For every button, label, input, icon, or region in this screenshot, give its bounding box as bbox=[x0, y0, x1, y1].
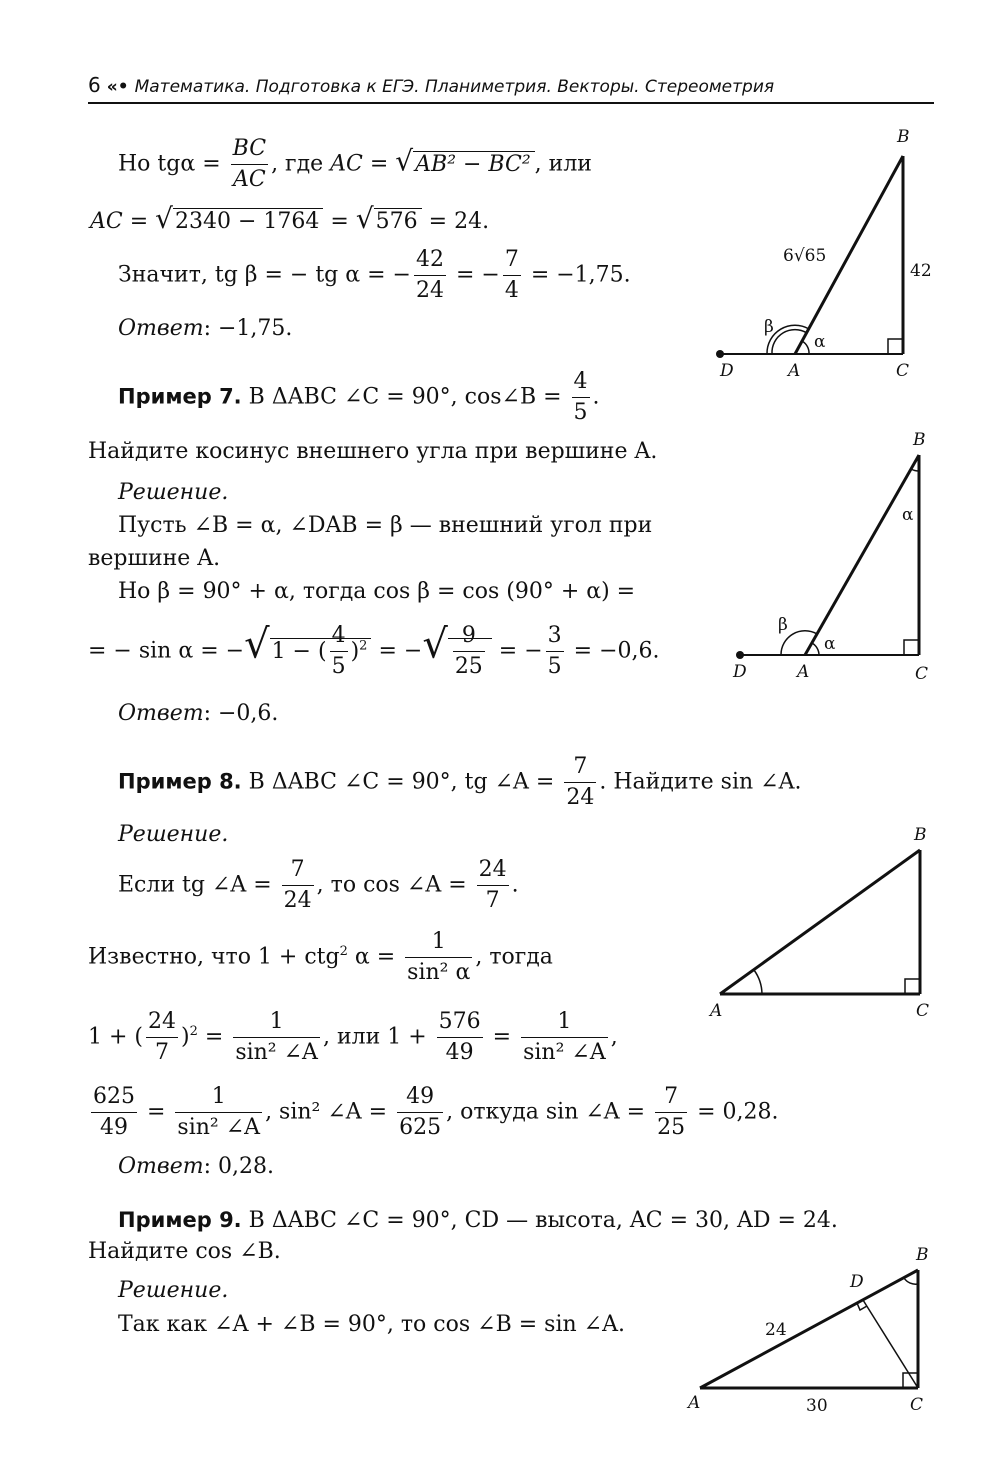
fig1-label-a: A bbox=[788, 361, 801, 381]
ex7-line3: Но β = 90° + α, тогда cos β = cos (90° + α) = bbox=[118, 579, 636, 604]
ex7-line2: вершине A. bbox=[88, 546, 221, 571]
ex6-line2: AC = √2340 − 1764 = √576 = 24. bbox=[90, 202, 490, 235]
ex8-answer: Ответ: 0,28. bbox=[118, 1154, 274, 1179]
fig4-label-b: B bbox=[916, 1245, 929, 1265]
ex6-line3: Значит, tg β = − tg α = − $\frac{42}{24}$ = − $\frac{7}{4}$ = −1,75. bbox=[118, 247, 631, 303]
ex7-task: Найдите косинус внешнего угла при вершине A. bbox=[88, 439, 658, 464]
page-header bbox=[88, 72, 934, 104]
fig1-beta: β bbox=[764, 317, 774, 337]
ex9-task: Найдите cos ∠B. bbox=[88, 1239, 281, 1264]
ex8-known-line: Известно, что 1 + ctg$^2$ α = $\frac{1}{\text{sin² α}}$ , тогда bbox=[88, 929, 553, 985]
figure-triangle-ex7 bbox=[720, 425, 950, 695]
page-number: 6 bbox=[88, 73, 101, 97]
ex9-solution-label: Решение. bbox=[118, 1278, 229, 1303]
fig2-alpha-b: α bbox=[902, 505, 914, 525]
fig4-label-d: D bbox=[850, 1272, 864, 1292]
header-marker: «• bbox=[106, 77, 129, 97]
figure-triangle-ex9 bbox=[680, 1240, 950, 1420]
ex8-condition: Пример 8. В ΔABC ∠C = 90°, tg ∠A = $\frac{7}{24}$ . Найдите sin ∠A. bbox=[118, 754, 802, 810]
fig2-alpha-a: α bbox=[824, 634, 836, 654]
fig1-side-ab: 6√65 bbox=[783, 246, 827, 266]
ex6-line1: Но tgα = $\frac{BC}{AC}$ , где AC = √AB² − BC² , или bbox=[118, 136, 592, 192]
fig2-label-c: C bbox=[915, 664, 929, 684]
fig1-side-bc: 42 bbox=[910, 261, 932, 281]
ex7-answer: Ответ: −0,6. bbox=[118, 701, 279, 726]
ex8-eq1-line: 1 + ( $\frac{24}{7}$ )$^2$ = $\frac{1}{\text{sin² ∠A}}$ , или 1 + $\frac{576}{49}$ = $\frac{1}{\text{sin² ∠A}}$ , bbox=[88, 1009, 618, 1065]
figure-triangle-ex6 bbox=[700, 120, 950, 390]
fig1-label-d: D bbox=[720, 361, 734, 381]
fig3-label-c: C bbox=[916, 1001, 930, 1021]
fig2-label-a: A bbox=[797, 662, 810, 682]
ex7-line1: Пусть ∠B = α, ∠DAB = β — внешний угол при bbox=[118, 513, 653, 538]
fig2-beta: β bbox=[778, 615, 788, 635]
fig4-label-a: A bbox=[688, 1393, 701, 1413]
ex7-line4: = − sin α = −√1 − ( $\frac{4}{5}$ )$^2$ = −√ $\frac{9}{25}$ = − $\frac{3}{5}$ = −0,6. bbox=[88, 621, 660, 679]
fig1-alpha: α bbox=[814, 332, 826, 352]
fig4-label-c: C bbox=[910, 1395, 924, 1415]
ex8-eq2-line: $\frac{625}{49}$ = $\frac{1}{\text{sin² ∠A}}$ , sin² ∠A = $\frac{49}{625}$ , откуда sin ∠A = $\frac{7}{25}$ = 0,28. bbox=[93, 1084, 779, 1140]
ex7-condition: Пример 7. В ΔABC ∠C = 90°, cos∠B = $\frac{4}{5}$ . bbox=[118, 369, 600, 425]
fig3-label-b: B bbox=[914, 825, 927, 845]
fig3-label-a: A bbox=[710, 1001, 723, 1021]
ex9-line1: Так как ∠A + ∠B = 90°, то cos ∠B = sin ∠A. bbox=[118, 1312, 625, 1337]
fig4-side-ad: 24 bbox=[765, 1320, 787, 1340]
fig4-side-ac: 30 bbox=[806, 1396, 828, 1416]
fig2-label-d: D bbox=[733, 662, 747, 682]
figure-triangle-ex8 bbox=[700, 820, 950, 1030]
ex6-answer: Ответ: −1,75. bbox=[118, 316, 293, 341]
header-title: Математика. Подготовка к ЕГЭ. Планиметрия. Векторы. Стереометрия bbox=[134, 77, 775, 97]
fig1-label-b: B bbox=[897, 127, 910, 147]
fig1-label-c: C bbox=[896, 361, 910, 381]
ex8-if-line: Если tg ∠A = $\frac{7}{24}$ , то cos ∠A = $\frac{24}{7}$ . bbox=[118, 857, 519, 913]
fig2-label-b: B bbox=[913, 430, 926, 450]
ex8-solution-label: Решение. bbox=[118, 822, 229, 847]
ex9-condition: Пример 9. В ΔABC ∠C = 90°, CD — высота, AC = 30, AD = 24. bbox=[118, 1208, 838, 1233]
ex7-solution-label: Решение. bbox=[118, 480, 229, 505]
